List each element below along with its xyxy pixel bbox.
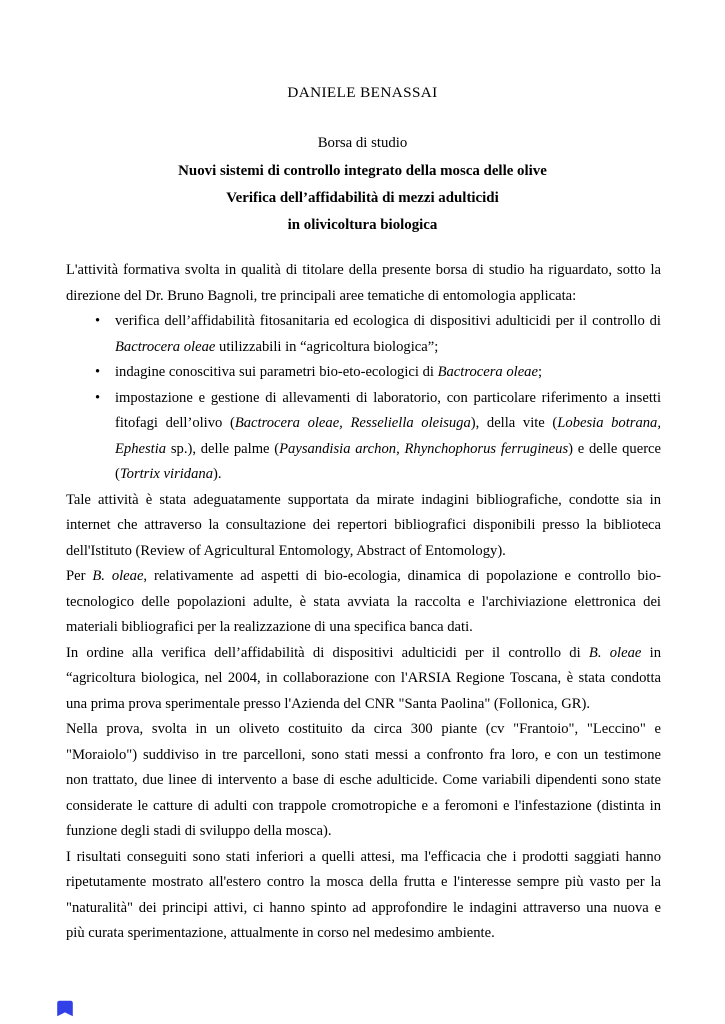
text-line: "Moraiolo") suddiviso in tre parcelloni, sono stati messi a confronto fra loro, e con un testimone [66, 746, 661, 763]
title-line-2: Verifica dell’affidabilità di mezzi adulticidi [226, 190, 499, 206]
author-name: DANIELE BENASSAI [287, 84, 438, 101]
text-line: Nella prova, svolta in un oliveto costituito da circa 300 piante (cv "Frantoio", "Leccino" e [66, 721, 661, 737]
text-line: Per B. oleae, relativamente ad aspetti di bio-ecologia, dinamica di popolazione e controllo bio- [66, 568, 661, 584]
bullet-item [66, 386, 661, 488]
text-line: In ordine alla verifica dell’affidabilità di dispositivi adulticidi per il controllo di B. oleae in [66, 644, 661, 661]
text-line: tecnologico delle popolazioni adulte, è stata avviata la raccolta e l'archiviazione elettronica dei [66, 593, 661, 610]
text-line: direzione del Dr. Bruno Bagnoli, tre principali aree tematiche di entomologia applicata: [66, 287, 577, 304]
text-line: Bactrocera oleae utilizzabili in “agricoltura biologica”; [115, 338, 439, 355]
paragraph [66, 717, 661, 845]
logo-mark-icon [56, 1000, 74, 1017]
paragraph [66, 564, 661, 641]
text-line: materiali bibliografici per la realizzazione di una specifica banca dati. [66, 619, 473, 635]
bullet-item [66, 360, 661, 386]
text-line: "naturalità" dei principi attivi, ci hanno spinto ad approfondire le indagini attraverso una nuova e [66, 899, 661, 916]
document-body [66, 258, 661, 947]
text-line: internet che attraverso la consultazione dei repertori bibliografici disponibili presso la biblioteca [66, 517, 661, 533]
text-line: I risultati conseguiti sono stati inferiori a quelli attesi, ma l'efficacia che i prodotti saggiati hanno [66, 848, 661, 865]
text-line: verifica dell’affidabilità fitosanitaria ed ecologica di dispositivi adulticidi per il controllo di [115, 313, 661, 329]
logo-mark-shape [57, 1001, 73, 1017]
bullet-glyph: • [95, 364, 101, 380]
text-line: dell'Istituto (Review of Agricultural Entomology, Abstract of Entomology). [66, 542, 506, 559]
paragraph [66, 488, 661, 565]
text-line: indagine conoscitiva sui parametri bio-eto-ecologici di Bactrocera oleae; [115, 364, 543, 380]
text-line: fitofagi dell’olivo (Bactrocera oleae, Resseliella oleisuga), della vite (Lobesia botrana, [115, 415, 661, 431]
text-line: Tale attività è stata adeguatamente supportata da mirate indagini bibliografiche, condotte sia in [66, 491, 661, 508]
bullet-glyph: • [95, 389, 101, 406]
text-line: L'attività formativa svolta in qualità di titolare della presente borsa di studio ha riguardato, sotto la [66, 262, 661, 278]
text-line: “agricoltura biologica, nel 2004, in collaborazione con l'ARSIA Regione Toscana, è stata condotta [66, 670, 661, 686]
bullet-glyph: • [95, 313, 101, 329]
title-line-3: in olivicoltura biologica [287, 217, 438, 233]
document-subtitle: Borsa di studio [317, 135, 408, 151]
document-title [0, 158, 725, 239]
paragraph [66, 641, 661, 718]
title-line-1: Nuovi sistemi di controllo integrato della mosca delle olive [178, 163, 547, 179]
text-line: (Tortrix viridana). [115, 466, 222, 482]
paragraph [66, 845, 661, 947]
text-line: impostazione e gestione di allevamenti di laboratorio, con particolare riferimento a insetti [115, 389, 661, 406]
text-line: una prima prova sperimentale presso l'Azienda del CNR "Santa Paolina" (Follonica, GR). [66, 695, 590, 712]
text-line: Ephestia sp.), delle palme (Paysandisia archon, Rhynchophorus ferrugineus) e delle querce [115, 440, 661, 457]
text-line: funzione degli stadi di sviluppo della mosca). [66, 823, 332, 839]
paragraph [66, 258, 661, 309]
text-line: considerate le catture di adulti con trappole cromotropiche e a feromoni e l'infestazione (distinta in [66, 797, 661, 814]
text-line: ripetutamente mostrato all'estero contro la mosca della frutta e l'interesse sempre più vasto per la [66, 874, 661, 890]
text-line: non trattato, due linee di intervento a base di esche adulticide. Come variabili dipendenti sono state [66, 772, 661, 788]
text-line: più curata sperimentazione, attualmente in corso nel medesimo ambiente. [66, 925, 495, 941]
bullet-item [66, 309, 661, 360]
